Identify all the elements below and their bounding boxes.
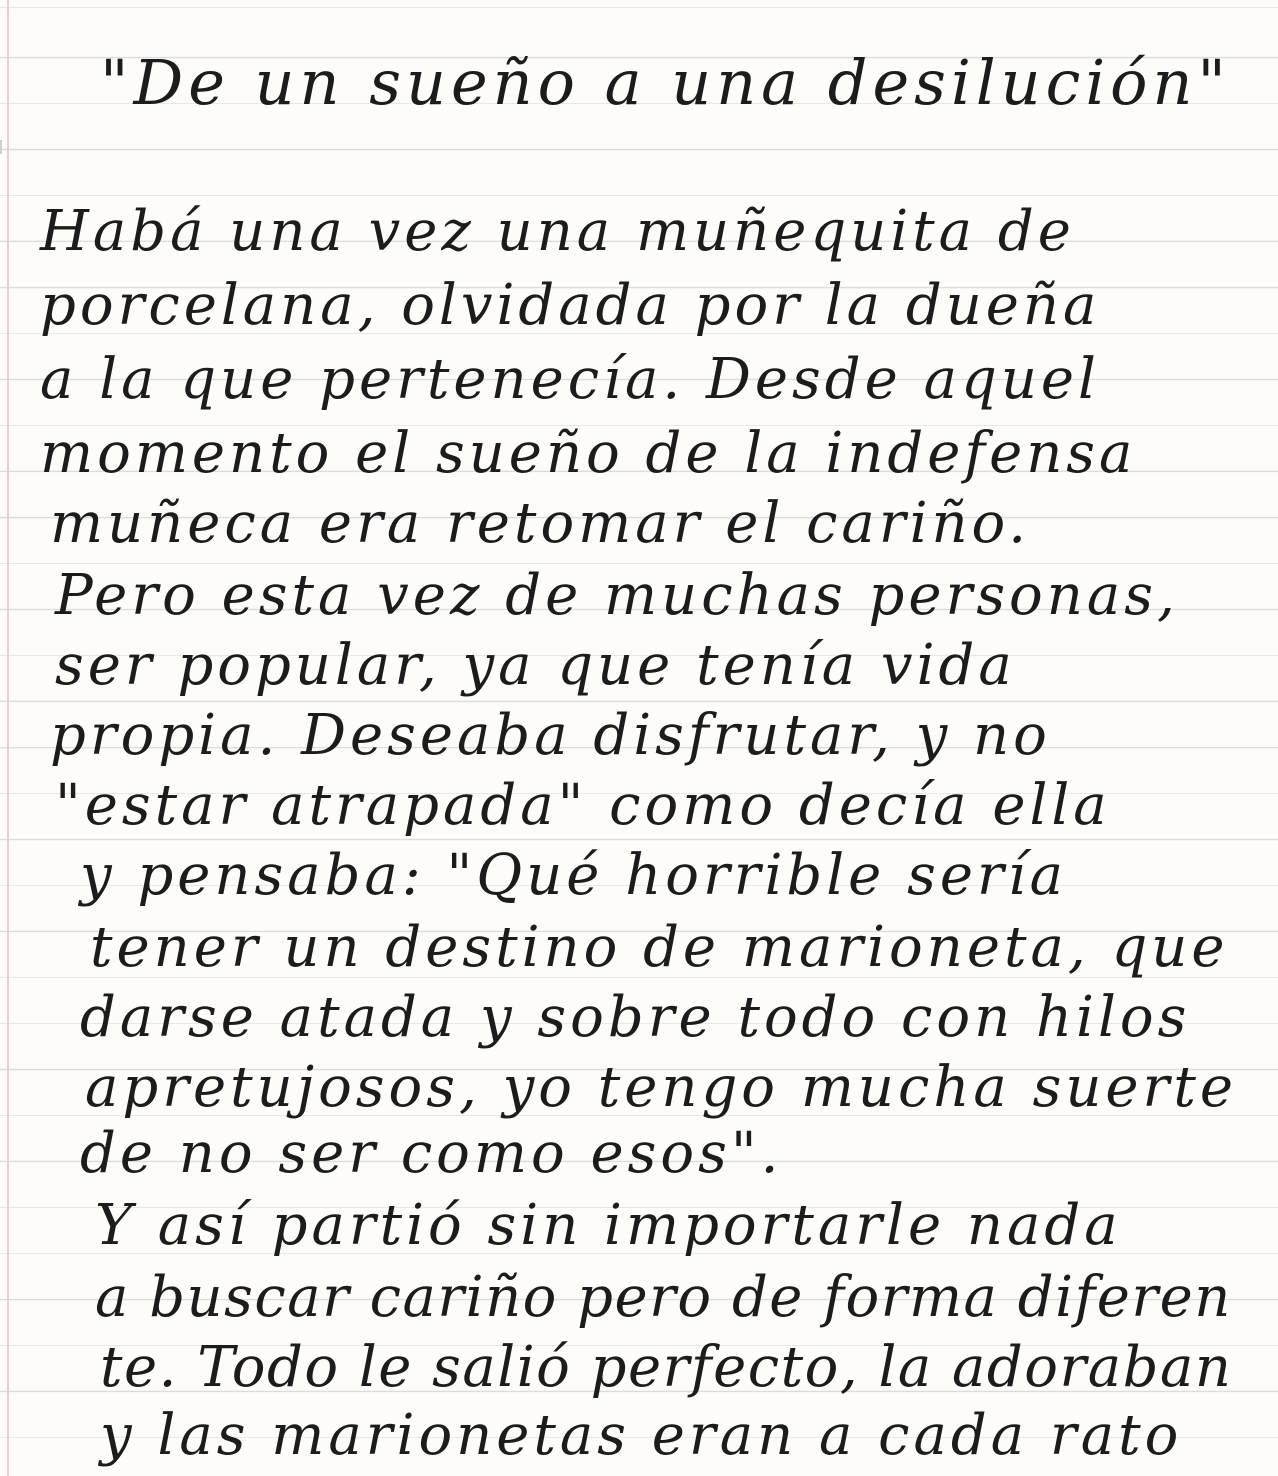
story-line: a buscar cariño pero de forma diferen — [95, 1265, 1232, 1330]
story-line: Habá una vez una muñequita de — [40, 199, 1075, 264]
story-line: ser popular, ya que tenía vida — [55, 633, 1016, 698]
story-line: de no ser como esos". — [80, 1121, 783, 1186]
story-line: porcelana, olvidada por la dueña — [40, 273, 1101, 338]
story-line: "estar atrapada" como decía ella — [55, 773, 1111, 838]
story-line: y las marionetas eran a cada rato — [100, 1403, 1183, 1468]
story-line: momento el sueño de la indefensa — [40, 421, 1137, 486]
story-title: "De un sueño a una desilución" — [100, 46, 1231, 119]
story-line: Pero esta vez de muchas personas, — [55, 563, 1179, 628]
story-line: darse atada y sobre todo con hilos — [80, 985, 1191, 1050]
story-line: y pensaba: "Qué horrible sería — [80, 843, 1068, 908]
story-line: apretujosos, yo tengo mucha suerte — [85, 1055, 1237, 1120]
story-line: tener un destino de marioneta, que — [90, 915, 1229, 980]
story-line: te. Todo le salió perfecto, la adoraban — [100, 1335, 1233, 1400]
story-line: muñeca era retomar el cariño. — [50, 491, 1031, 556]
story-line: Y así partió sin importarle nada — [95, 1193, 1122, 1258]
story-line: propia. Deseaba disfrutar, y no — [50, 703, 1051, 768]
story-line: a la que pertenecía. Desde aquel — [40, 347, 1100, 412]
